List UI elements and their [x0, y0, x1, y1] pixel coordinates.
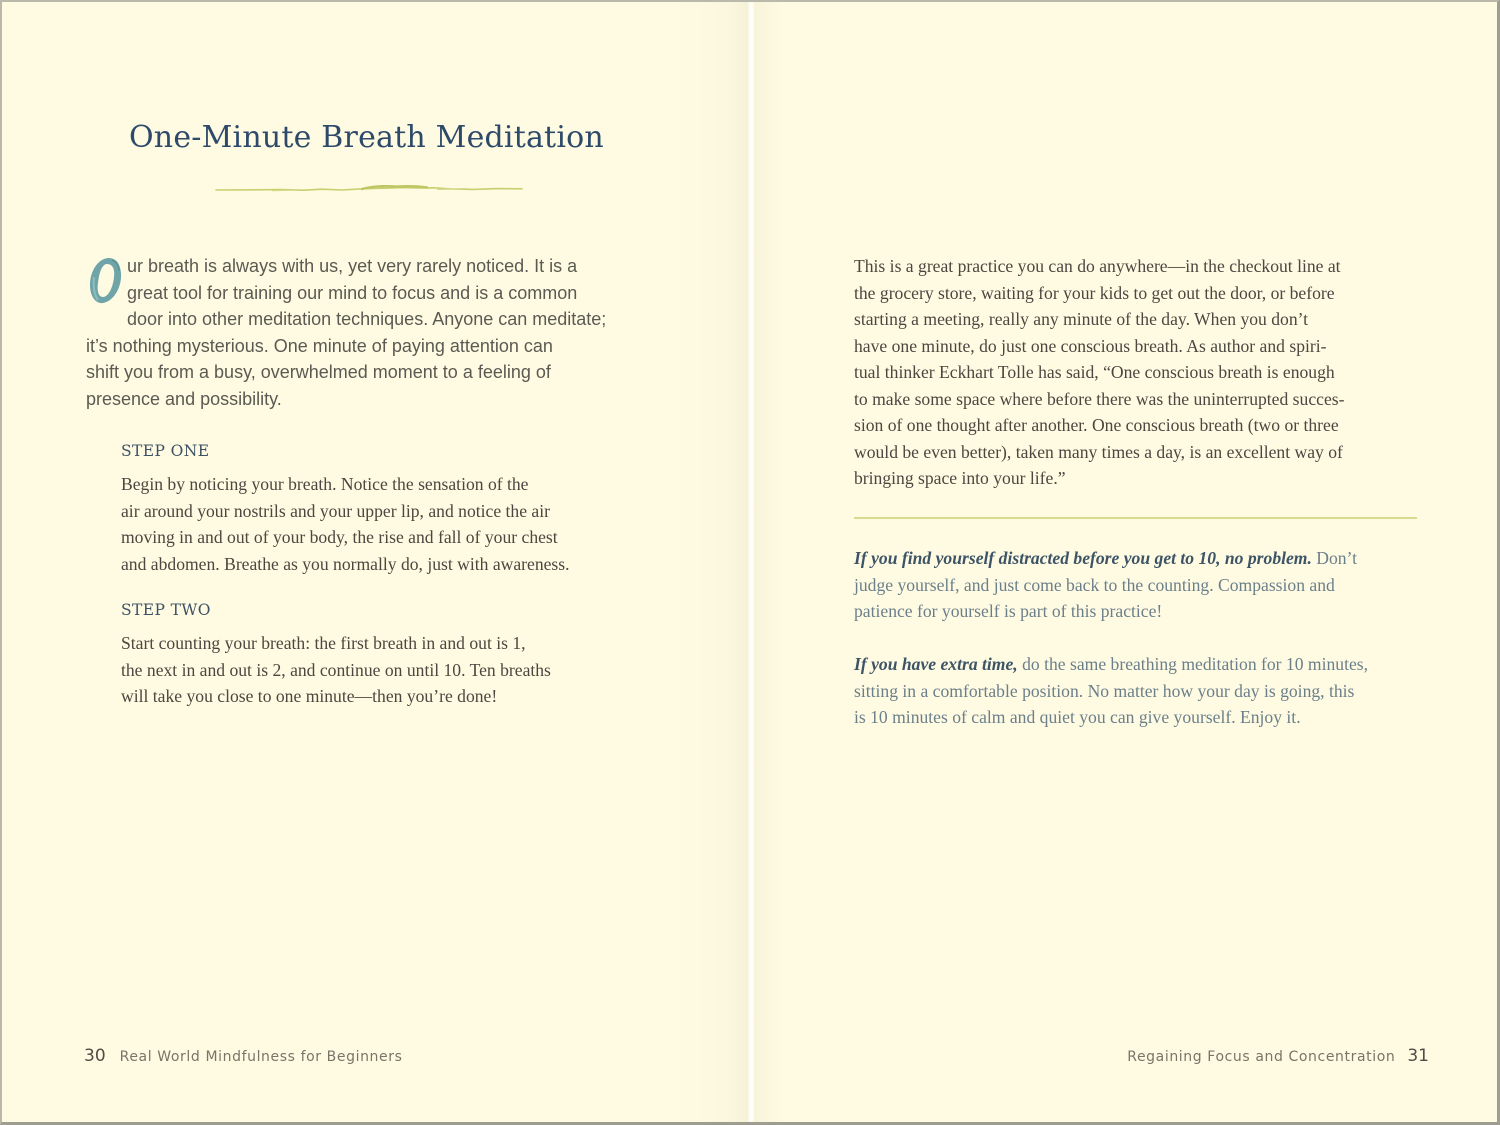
- section-divider: [854, 517, 1417, 519]
- tip-line: judge yourself, and just come back to the counting. Compassion and: [854, 574, 1335, 595]
- body-line: the grocery store, waiting for your kids to get out the door, or before: [854, 282, 1335, 303]
- step-two-line: Start counting your breath: the first breath in and out is 1,: [121, 633, 526, 653]
- body-line: have one minute, do just one conscious breath. As author and spiri-: [854, 335, 1327, 356]
- body-line: would be even better), taken many times a day, is an excellent way of: [854, 441, 1343, 462]
- intro-paragraph: [86, 253, 646, 412]
- brush-stroke-divider-icon: [212, 182, 527, 196]
- step-one-line: moving in and out of your body, the rise and fall of your chest: [121, 527, 558, 547]
- left-page-footer: [84, 1046, 403, 1066]
- tip-rest: do the same breathing meditation for 10 minutes,: [1017, 654, 1369, 674]
- tip-lead: If you find yourself distracted before you get to 10, no problem.: [854, 548, 1312, 568]
- page-number: 30: [84, 1046, 106, 1066]
- page-title: One-Minute Breath Meditation: [129, 120, 604, 155]
- right-body-paragraph: [854, 253, 1424, 492]
- page-number: 31: [1407, 1046, 1429, 1066]
- left-page: [2, 2, 748, 1122]
- body-line: starting a meeting, really any minute of the day. When you don’t: [854, 309, 1309, 329]
- body-line: tual thinker Eckhart Tolle has said, “One conscious breath is enough: [854, 362, 1335, 382]
- tip-distracted: [854, 545, 1429, 625]
- running-head: Regaining Focus and Concentration: [1127, 1049, 1396, 1065]
- intro-line: shift you from a busy, overwhelmed moment to a feeling of: [86, 362, 551, 382]
- body-line: sion of one thought after another. One conscious breath (two or three: [854, 415, 1339, 435]
- step-two-heading: STEP TWO: [121, 601, 211, 619]
- step-one-line: air around your nostrils and your upper lip, and notice the air: [121, 500, 550, 521]
- tip-extra-time: [854, 651, 1429, 731]
- tip-line: [854, 651, 1429, 678]
- tip-line: is 10 minutes of calm and quiet you can give yourself. Enjoy it.: [854, 707, 1301, 727]
- right-page-footer: [1127, 1046, 1429, 1066]
- running-head: Real World Mindfulness for Beginners: [119, 1049, 403, 1065]
- tip-line: sitting in a comfortable position. No matter how your day is going, this: [854, 680, 1355, 701]
- intro-line: great tool for training our mind to focus and is a common: [127, 282, 578, 303]
- step-one-line: and abdomen. Breathe as you normally do, just with awareness.: [121, 553, 570, 574]
- body-line: bringing space into your life.”: [854, 468, 1066, 488]
- step-two-line: the next in and out is 2, and continue on until 10. Ten breaths: [121, 659, 551, 680]
- drop-cap-o: [86, 255, 126, 307]
- step-two-text: [121, 630, 621, 710]
- intro-line: presence and possibility.: [86, 388, 282, 409]
- tip-line: [854, 545, 1429, 572]
- step-one-text: [121, 471, 621, 577]
- tip-line: patience for yourself is part of this practice!: [854, 601, 1163, 621]
- step-one-heading: STEP ONE: [121, 442, 210, 460]
- intro-line: ur breath is always with us, yet very rarely noticed. It is a: [127, 256, 578, 276]
- intro-line: it’s nothing mysterious. One minute of paying attention can: [86, 335, 553, 356]
- tip-rest: Don’t: [1311, 548, 1358, 568]
- body-line: This is a great practice you can do anywhere—in the checkout line at: [854, 256, 1341, 276]
- step-two-line: will take you close to one minute—then you’re done!: [121, 686, 498, 706]
- intro-line: door into other meditation techniques. Anyone can meditate;: [127, 309, 607, 329]
- step-one-line: Begin by noticing your breath. Notice the sensation of the: [121, 474, 529, 494]
- body-line: to make some space where before there was the uninterrupted succes-: [854, 388, 1345, 409]
- tip-lead: If you have extra time,: [854, 654, 1018, 674]
